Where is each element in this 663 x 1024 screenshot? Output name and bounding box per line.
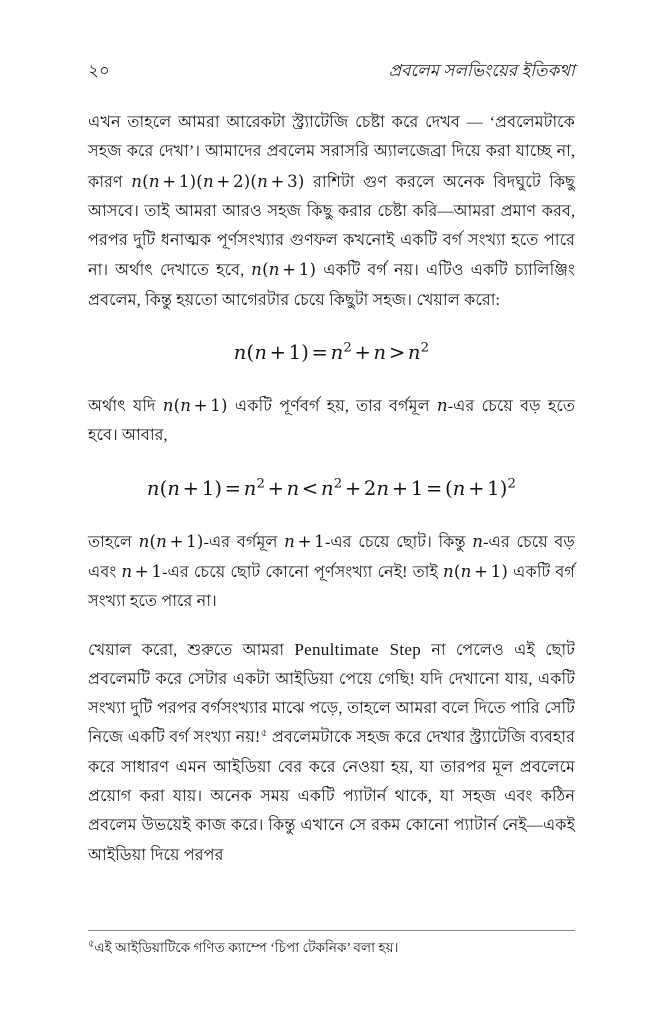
eq1-term3-exp: 2 [420, 340, 430, 356]
eq1-equals: = [311, 341, 329, 365]
eq2-e-num: 1 [410, 476, 424, 500]
eq1-gt: > [388, 341, 406, 365]
running-title: প্রবলেম সলভিংয়ের ইতিকথা [388, 61, 575, 80]
para3-text-c: -এর চেয়ে ছোট। কিন্তু [324, 532, 473, 551]
inline-math-n-n1-c: n(n + 1) [138, 531, 204, 551]
footnote-marker-inline: ৫ [260, 728, 268, 740]
display-equation-2 [88, 477, 575, 501]
eq2-equals-1: = [224, 476, 242, 500]
eq2-plus-2: + [344, 476, 362, 500]
para1-text-b: রাশিটা গুণ করলে অনেক বিদঘুটে কিছু আসবে। তাই আমরা আরও সহজ কিছু করার চেষ্টা করি—আমরা প্রমাণ করব, পরপর দুটি ধনাত্মক পূর্ণসংখ্যার গুণফল কখনোই একটি বর্গ সংখ্যা হতে পারে না। অর্থাৎ দেখাতে হবে, [88, 172, 575, 280]
inline-math-n-plus-1-b: n + 1 [121, 561, 163, 581]
footnote-rule [88, 930, 575, 931]
para1-text-c: একটি বর্গ নয়। এটিও একটি চ্যালিঞ্জিং প্রবলেম, কিন্তু হয়তো আগেরটার চেয়ে কিছুটা সহজ। খেয়াল করো: [88, 261, 575, 309]
eq2-equals-2: = [425, 476, 443, 500]
inline-math-n-n1-a: n(n + 1) [251, 260, 317, 280]
eq2-d-coef: 2 [363, 476, 377, 500]
para3-text-a: তাহলে [88, 532, 139, 551]
inline-math-n-a: n [436, 396, 448, 416]
paragraph-1 [88, 108, 575, 315]
inline-math-n-n1-n2-n3: n(n + 1)(n + 2)(n + 3) [131, 171, 305, 191]
para3-text-f: একটি বর্গ সংখ্যা হতে পারে না। [88, 562, 575, 611]
inline-math-n-b: n [472, 531, 484, 551]
page-number: ২০ [88, 61, 111, 80]
eq1-term1-exp: 2 [343, 340, 352, 356]
para3-text-e: -এর চেয়ে ছোট কোনো পূর্ণসংখ্যা নেই! তাই [162, 562, 444, 581]
eq2-plus-3: + [391, 476, 409, 500]
paragraph-2 [88, 391, 575, 451]
para2-text-b: একটি পূর্ণবর্গ হয়, তার বর্গমূল [227, 397, 437, 416]
display-equation-1 [88, 341, 575, 365]
equation-2-content: $n(n + 1) = n^2 + n < n^2 + 2n + 1 = (n + 1)^2$ [146, 476, 517, 500]
para4-text-b: না পেলেও এই ছোট প্রবলেমটি করে সেটার একটা আইডিয়া পেয়ে গেছি! যদি দেখানো যায়, একটি সংখ্যা দুটি পরপর বর্গসংখ্যার মাঝে পড়ে, তাহলে আমরা বলে দিতে পারি সেটি নিজে একটি বর্গ সংখ্যা নয়! [88, 640, 575, 747]
para2-text-c: -এর চেয়ে বড় হতে হবে। আবার, [88, 397, 575, 445]
footnote-body: এই আইডিয়াটিকে গণিত ক্যাম্পে ‘চিপা টেকনিক’ বলা হয়। [94, 940, 399, 955]
paragraph-3 [88, 527, 575, 617]
equation-1-content: $n(n + 1) = n^2 + n > n^2$ [233, 340, 430, 365]
eq2-plus-1: + [267, 476, 285, 500]
para4-text-c: প্রবলেমটাকে সহজ করে দেখার স্ট্র্যাটেজি ব্যবহার করে সাধারণ এমন আইডিয়া বের করে নেওয়া হয়, যা তারপর মূল প্রবলেমে প্রয়োগ করা যায়। অনেক সময় একটি প্যাটার্ন থাকে, যা সহজ এবং কঠিন প্রবলেম উভয়েই কাজ করে। কিন্তু এখানে সে রকম কোনো প্যাটার্ন নেই—একই আইডিয়া দিয়ে পরপর [88, 728, 575, 864]
para1-text-a: এখন তাহলে আমরা আরেকটা স্ট্র্যাটেজি চেষ্টা করে দেখব — ‘প্রবলেমটাকে সহজ করে দেখা’। আমাদের প্রবলেম সরাসরি অ্যালজেব্রা দিয়ে করা যাচ্ছে না, কারণ [88, 113, 575, 191]
inline-math-n-n1-d: n(n + 1) [443, 561, 509, 581]
para3-text-b: -এর বর্গমূল [203, 532, 285, 551]
eq2-f-exp: 2 [507, 476, 517, 492]
para4-text-a: খেয়াল করো, শুরুতে আমরা [88, 640, 295, 659]
paragraph-4 [88, 635, 575, 870]
para3-text-d: -এর চেয়ে বড় এবং [88, 532, 575, 581]
inline-math-n-plus-1-a: n + 1 [284, 531, 325, 551]
eq2-a-exp: 2 [256, 476, 266, 492]
eq1-plus: + [354, 341, 372, 365]
eq2-lt: < [301, 476, 319, 500]
eq2-c-exp: 2 [333, 476, 343, 492]
footnote-line [88, 938, 575, 958]
eq1-lhs-var: n [233, 341, 247, 365]
footnote-area [88, 930, 575, 958]
running-head [88, 58, 575, 82]
text-column [88, 108, 575, 870]
inline-math-n-n1-b: n(n + 1) [162, 396, 228, 416]
footnote-marker: ৫ [88, 938, 95, 950]
para2-text-a: অর্থাৎ যদি [88, 397, 163, 416]
english-term-penultimate-step: Penultimate Step [294, 639, 422, 659]
